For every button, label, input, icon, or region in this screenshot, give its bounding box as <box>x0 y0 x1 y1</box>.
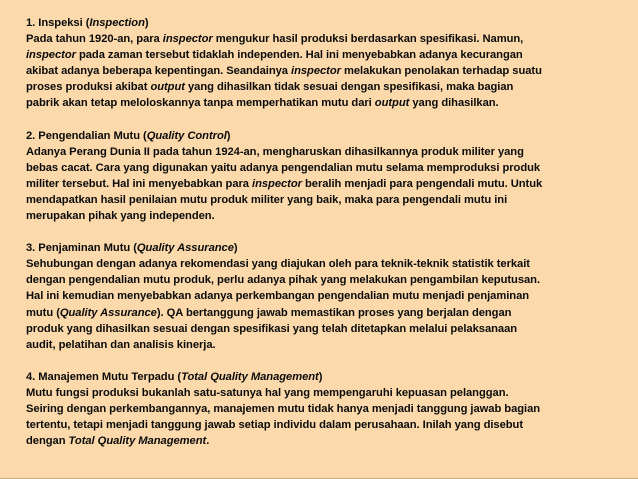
text-run: ). QA bertanggung jawab memastikan proses yang berjalan dengan <box>156 306 512 319</box>
paragraph-line <box>26 95 624 111</box>
italic-term: output <box>150 81 185 94</box>
paragraph-line <box>26 192 624 208</box>
text-run: 4. Manajemen Mutu Terpadu ( <box>26 370 182 383</box>
text-run: 1. Inspeksi ( <box>26 17 90 29</box>
paragraph-line <box>26 433 624 449</box>
section-heading <box>26 369 624 385</box>
italic-term: inspector <box>252 177 302 190</box>
text-run: Pada tahun 1920-an, para <box>26 33 163 46</box>
text-run: pabrik akan tetap meloloskannya tanpa memperhatikan mutu dari <box>26 97 375 110</box>
paragraph-line <box>26 417 624 433</box>
italic-term: Quality Control <box>146 129 227 142</box>
text-run: Mutu fungsi produksi bukanlah satu-satunya hal yang mempengaruhi kepuasan pelanggan. <box>26 386 509 399</box>
section-pengendalian-mutu <box>26 128 624 225</box>
text-run: beralih menjadi para pengendali mutu. Untuk <box>301 177 543 190</box>
text-run: Seiring dengan perkembangannya, manajemen mutu tidak hanya menjadi tanggung jawab bagian <box>26 402 541 415</box>
paragraph-line <box>26 79 624 95</box>
text-run: dengan pengendalian mutu produk, perlu adanya pihak yang melakukan pengambilan keputusan. <box>26 274 541 287</box>
text-run: audit, pelatihan dan analisis kinerja. <box>26 338 216 351</box>
text-run: akibat adanya beberapa kepentingan. Seandainya <box>26 65 292 78</box>
section-penjaminan-mutu <box>26 240 624 353</box>
paragraph-line <box>26 63 624 79</box>
text-run: Sehubungan dengan adanya rekomendasi yang diajukan oleh para teknik-teknik statistik terkait <box>26 258 530 271</box>
text-run: yang dihasilkan. <box>409 97 499 110</box>
italic-term: Quality Assurance <box>59 306 157 319</box>
italic-term: Total Quality Management <box>68 435 207 448</box>
text-run: mendapatkan hasil penilaian mutu produk militer yang baik, maka para pengendali mutu ini <box>26 193 508 206</box>
text-run: dengan <box>26 435 69 448</box>
paragraph-line <box>26 305 624 321</box>
text-run: ) <box>144 17 149 29</box>
paragraph-line <box>26 31 624 47</box>
text-run: mengukur hasil produksi berdasarkan spesifikasi. Namun, <box>212 33 524 46</box>
section-heading <box>26 240 624 256</box>
paragraph-line <box>26 401 624 417</box>
paragraph-line <box>26 337 624 353</box>
section-heading <box>26 15 624 31</box>
text-run: ) <box>226 129 231 142</box>
text-run: Hal ini kemudian menyebabkan adanya perkembangan pengendalian mutu menjadi penjaminan <box>26 290 530 303</box>
italic-term: Inspection <box>89 17 145 29</box>
text-run: yang dihasilkan tidak sesuai dengan spesifikasi, maka bagian <box>184 81 514 94</box>
text-run: pada zaman tersebut tidaklah independen. Hal ini menyebabkan adanya kecurangan <box>75 49 523 62</box>
text-run: bebas cacat. Cara yang digunakan yaitu adanya pengendalian mutu selama memproduksi produk <box>26 161 541 174</box>
text-run: mutu ( <box>26 306 60 319</box>
paragraph-line <box>26 144 624 160</box>
paragraph-line <box>26 176 624 192</box>
text-run: . <box>206 435 210 448</box>
section-inspeksi <box>26 15 624 112</box>
text-run: Adanya Perang Dunia II pada tahun 1924-an, mengharuskan dihasilkannya produk militer yang <box>26 145 524 158</box>
italic-term: inspector <box>162 33 213 46</box>
italic-term: Total Quality Management <box>181 370 319 383</box>
text-run: tertentu, tetapi menjadi tanggung jawab setiap individu dalam perusahaan. Inilah yang disebut <box>26 419 524 432</box>
text-run: 2. Pengendalian Mutu ( <box>26 129 147 142</box>
section-heading <box>26 128 624 144</box>
text-run: produk yang dihasilkan sesuai dengan spesifikasi yang telah ditetapkan melalui pelaksanaan <box>26 322 518 335</box>
paragraph-line <box>26 288 624 304</box>
text-run: melakukan penolakan terhadap suatu <box>340 65 542 78</box>
paragraph-line <box>26 208 624 224</box>
italic-term: Quality Assurance <box>136 242 234 255</box>
italic-term: inspector <box>26 49 76 62</box>
paragraph-line <box>26 321 624 337</box>
text-run: 3. Penjaminan Mutu ( <box>26 242 137 255</box>
text-run: merupakan pihak yang independen. <box>26 210 215 223</box>
paragraph-line <box>26 47 624 63</box>
paragraph-line <box>26 160 624 176</box>
text-run: proses produksi akibat <box>26 81 151 94</box>
text-run: ) <box>233 242 238 255</box>
paragraph-line <box>26 272 624 288</box>
paragraph-line <box>26 385 624 401</box>
text-run: militer tersebut. Hal ini menyebabkan para <box>26 177 253 190</box>
italic-term: output <box>374 97 410 110</box>
text-run: ) <box>318 370 323 383</box>
section-manajemen-mutu-terpadu <box>26 369 624 449</box>
paragraph-line <box>26 256 624 272</box>
italic-term: inspector <box>291 65 341 78</box>
